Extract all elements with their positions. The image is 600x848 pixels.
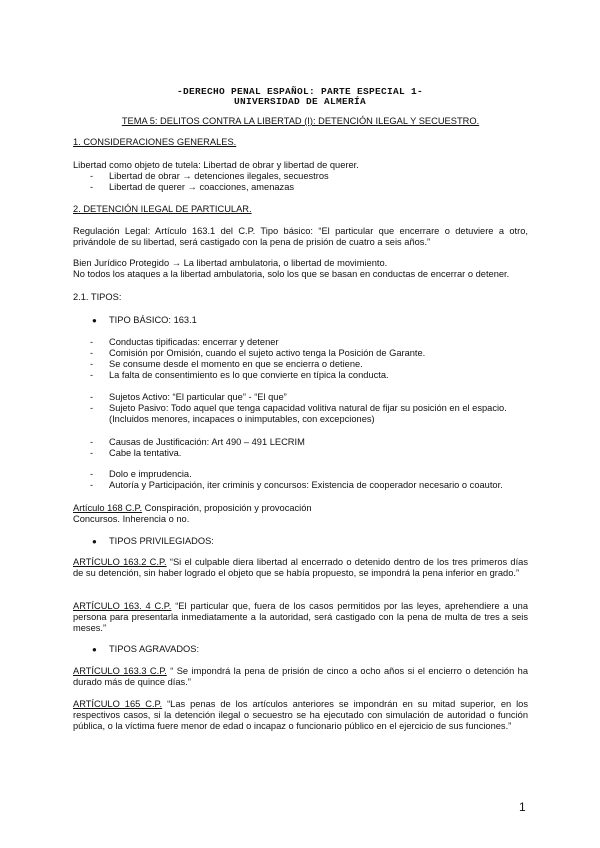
articulo-163-3: ARTÍCULO 163.3 C.P. “ Se impondrá la pena de prisión de cinco a ocho años si el encierro o detención ha durado más de quince días.”	[73, 666, 528, 688]
articulo-163-4: ARTÍCULO 163. 4 C.P. “El particular que, fuera de los casos permitidos por las leyes, aprehendiere a una persona para presentarla inmediatamente a la autoridad, será castigado con la pena de multa de tres a seis meses.”	[73, 601, 529, 634]
articulo-165-label: ARTÍCULO 165 C.P.	[73, 699, 163, 709]
university-name: UNIVERSIDAD DE ALMERÍA	[233, 96, 367, 107]
course-title: -DERECHO PENAL ESPAÑOL: PARTE ESPECIAL 1-	[176, 86, 424, 97]
tema-title: TEMA 5: DELITOS CONTRA LA LIBERTAD (I): DETENCIÓN ILEGAL Y SECUESTRO.	[121, 116, 480, 126]
no-todos-text: No todos los ataques a la libertad ambulatoria, solo los que se basan en conductas de encerrar o detener.	[73, 269, 510, 279]
page-number: 1	[519, 800, 526, 814]
bien-juridico: Bien Jurídico Protegido → La libertad ambulatoria, o libertad de movimiento.	[73, 258, 388, 268]
articulo-168-label: Artículo 168 C.P.	[73, 503, 143, 513]
articulo-163-2: ARTÍCULO 163.2 C.P. “Si el culpable diera libertad al encerrado o detenido dentro de los tres primeros días de su detención, sin haber logrado el objeto que se había propuesto, se impondrá la pena inferior en grado.”	[73, 557, 528, 579]
section-2-heading: 2. DETENCIÓN ILEGAL DE PARTICULAR.	[73, 204, 252, 214]
tipos-heading: 2.1. TIPOS:	[73, 292, 122, 302]
articulo-165: ARTÍCULO 165 C.P. “Las penas de los artículos anteriores se impondrán en su mitad superior, en los respectivos casos, si la detención ilegal o secuestro se ha ejecutado con simulación de autoridad o función pública, o la víctima fuere menor de edad o incapaz o funcionario público en el ejercicio de sus funciones.”	[73, 699, 528, 732]
articulo-163-4-label: ARTÍCULO 163. 4 C.P.	[73, 601, 172, 611]
articulo-168: Artículo 168 C.P. Conspiración, proposición y provocación	[73, 503, 312, 513]
articulo-163-3-label: ARTÍCULO 163.3 C.P.	[73, 666, 167, 676]
document-page: -DERECHO PENAL ESPAÑOL: PARTE ESPECIAL 1- UNIVERSIDAD DE ALMERÍA TEMA 5: DELITOS CONTRA LA LIBERTAD (I): DETENCIÓN ILEGAL Y SECUESTRO. 1. CONSIDERACIONES GENERALES. Libertad como objeto de tutela: Libertad de obrar y libertad de querer. - Libertad de obrar → detenciones ilegales, secuestros - Libertad de querer → coacciones, amenazas 2. DETENCIÓN ILEGAL DE PARTICULAR. Regulación Legal: Artículo 163.1 del C.P. Tipo básico: “El particular que encerrare o detuviere a otro, privándole de su libertad, será castigado con la pena de prisión de cuatro a seis años.” Bien Jurídico Protegido → La libertad ambulatoria, o libertad de movimiento. No todos los ataques a la libertad ambulatoria, solo los que se basan en conductas de encerrar o detener. 2.1. TIPOS: ● TIPO BÁSICO: 163.1 - Conductas tipificadas: encerrar y detener - Comisión por Omisión, cuando el sujeto activo tenga la Posición de Garante. - Se consume desde el momento en que se encierra o detiene. - La falta de consentimiento es lo que convierte en típica la conducta. - Sujetos Activo: “El particular que” - “El que” - Sujeto Pasivo: Todo aquel que tenga capacidad volitiva natural de fijar su posición en el espacio. (Incluidos menores, incapaces o inimputables, con excepciones) - Causas de Justificación: Art 490 – 491 LECRIM - Cabe la tentativa. - Dolo e imprudencia. - Autoría y Participación, iter criminis y concursos: Existencia de cooperador necesario o coautor. Artículo 168 C.P. Conspiración, proposición y provocación Concursos. Inherencia o no. ● TIPOS PRIVILEGIADOS: ARTÍCULO 163.2 C.P. “Si el culpable diera libertad al encerrado o detenido dentro de los tres primeros días de su detención, sin haber logrado el objeto que se había propuesto, se impondrá la pena inferior en grado.” ARTÍCULO 163. 4 C.P. “El particular que, fuera de los casos permitidos por las leyes, aprehendiere a una persona para presentarla inmediatamente a la autoridad, será castigado con la pena de multa de tres a seis meses.” ● TIPOS AGRAVADOS: ARTÍCULO 163.3 C.P. “ Se impondrá la pena de prisión de cinco a ocho años si el encierro o detención ha durado más de quince días.” ARTÍCULO 165 C.P. “Las penas de los artículos anteriores se impondrán en su mitad superior, en los respectivos casos, si la detención ilegal o secuestro se ha ejecutado con simulación de autoridad o función pública, o la víctima fuere menor de edad o incapaz o funcionario público en el ejercicio de sus funciones.” 1	[0, 0, 600, 848]
section-1-intro: Libertad como objeto de tutela: Libertad de obrar y libertad de querer.	[73, 160, 359, 170]
concursos-text: Concursos. Inherencia o no.	[73, 514, 190, 524]
section-1-heading: 1. CONSIDERACIONES GENERALES.	[73, 137, 237, 147]
articulo-163-2-label: ARTÍCULO 163.2 C.P.	[73, 557, 167, 567]
regulacion-legal: Regulación Legal: Artículo 163.1 del C.P. Tipo básico: “El particular que encerrare o detuviere a otro, privándole de su libertad, será castigado con la pena de prisión de cuatro a seis años.”	[73, 226, 528, 248]
